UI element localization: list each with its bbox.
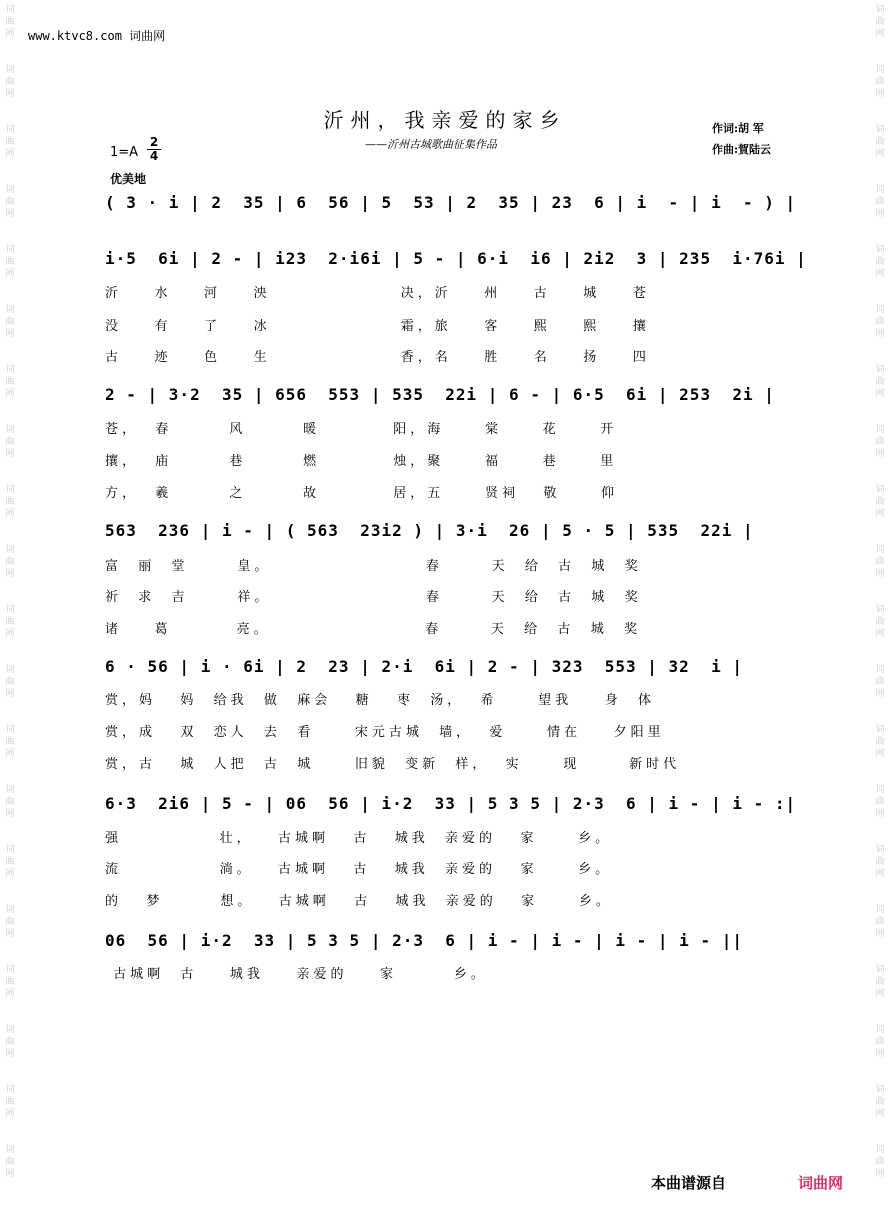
- watermark-text: 词 曲 网: [875, 605, 885, 639]
- lyric-line-5-verse-3: 赏，古 城 人把 古 城 旧貌 变新 样， 实 现 新时代: [105, 757, 681, 772]
- lyric-line-2-verse-3: 古 迹 色 生 香，名 胜 名 扬 四: [105, 350, 650, 365]
- watermark-text: 词 曲 网: [875, 125, 885, 159]
- watermark-text: 词 曲 网: [5, 305, 15, 339]
- lyric-line-3-verse-1: 苍， 春 风 暖 阳，海 棠 花 开: [105, 422, 618, 437]
- watermark-text: 词 曲 网: [875, 425, 885, 459]
- composer-credit: 作曲:賀陆云: [712, 143, 772, 156]
- watermark-text: 词 曲 网: [5, 485, 15, 519]
- lyric-line-4-verse-3: 诸 葛 亮。 春 天 给 古 城 奖: [105, 622, 641, 637]
- notation-line-3: 2 - | 3·2 35 | 656 553 | 535 22i | 6 - | 6·5 6i | 253 2i |: [105, 385, 775, 404]
- watermark-text: 词 曲 网: [5, 1145, 15, 1179]
- source-label: 本曲谱源自: [651, 1174, 727, 1192]
- watermark-text: 词 曲 网: [5, 545, 15, 579]
- key-signature: 1=A: [110, 145, 139, 160]
- watermark-text: 词 曲 网: [875, 905, 885, 939]
- lyric-line-4-verse-1: 富 丽 堂 皇。 春 天 给 古 城 奖: [105, 559, 642, 574]
- watermark-text: 词 曲 网: [875, 965, 885, 999]
- watermark-text: 词 曲 网: [5, 185, 15, 219]
- watermark-text: 词 曲 网: [5, 605, 15, 639]
- watermark-text: 词 曲 网: [5, 5, 15, 39]
- lyric-line-5-verse-1: 赏，妈 妈 给我 做 麻会 糖 枣 汤， 希 望我 身 体: [105, 693, 655, 708]
- time-signature: [147, 136, 161, 163]
- lyric-line-6-verse-2: 流 淌。 古城啊 古 城我 亲爱的 家 乡。: [105, 862, 613, 877]
- watermark-text: 词 曲 网: [5, 125, 15, 159]
- watermark-text: 词 曲 网: [5, 65, 15, 99]
- watermark-text: 词 曲 网: [5, 1085, 15, 1119]
- watermark-text: 词 曲 网: [875, 485, 885, 519]
- watermark-text: 词 曲 网: [5, 785, 15, 819]
- watermark-text: 词 曲 网: [875, 305, 885, 339]
- watermark-text: 词 曲 网: [875, 785, 885, 819]
- watermark-text: 词 曲 网: [875, 665, 885, 699]
- lyric-line-7: 古城啊 古 城我 亲爱的 家 乡。: [105, 967, 488, 982]
- tempo-marking: 优美地: [110, 172, 147, 186]
- song-title: 沂州，我亲爱的家乡: [323, 108, 567, 132]
- lyric-line-2-verse-2: 没 有 了 冰 霜，旅 客 熙 熙 攘: [105, 319, 650, 334]
- lyric-line-3-verse-2: 攘， 庙 巷 燃 烛，聚 福 巷 里: [105, 454, 618, 469]
- lyric-line-4-verse-2: 祈 求 吉 祥。 春 天 给 古 城 奖: [105, 590, 642, 605]
- lyric-line-6-verse-1: 强 壮， 古城啊 古 城我 亲爱的 家 乡。: [105, 831, 613, 846]
- right-watermark-strip: [870, 0, 890, 1218]
- watermark-text: 词 曲 网: [875, 1085, 885, 1119]
- notation-line-1: ( 3 · i | 2 35 | 6 56 | 5 53 | 2 35 | 23 6 | i - | i - ) |: [105, 193, 797, 212]
- watermark-text: 词 曲 网: [875, 65, 885, 99]
- watermark-text: 词 曲 网: [875, 245, 885, 279]
- lyric-line-2-verse-1: 沂 水 河 泱 决，沂 州 古 城 苍: [105, 286, 650, 301]
- watermark-text: 词 曲 网: [5, 965, 15, 999]
- time-signature-bottom: 4: [147, 149, 161, 163]
- watermark-text: 词 曲 网: [875, 1145, 885, 1179]
- watermark-text: 词 曲 网: [875, 725, 885, 759]
- notation-line-5: 6 · 56 | i · 6i | 2 23 | 2·i 6i | 2 - | 323 553 | 32 i |: [105, 657, 743, 676]
- watermark-text: 词 曲 网: [5, 245, 15, 279]
- time-signature-top: 2: [149, 135, 159, 149]
- notation-line-2: i·5 6i | 2 - | i23 2·i6i | 5 - | 6·i i6 | 2i2 3 | 235 i·76i |: [105, 249, 807, 268]
- watermark-text: 词 曲 网: [875, 5, 885, 39]
- watermark-text: 词 曲 网: [5, 365, 15, 399]
- watermark-text: 词 曲 网: [875, 545, 885, 579]
- left-watermark-strip: [0, 0, 20, 1218]
- watermark-text: 词 曲 网: [875, 845, 885, 879]
- watermark-text: 词 曲 网: [875, 1025, 885, 1059]
- watermark-text: 词 曲 网: [5, 845, 15, 879]
- watermark-text: 词 曲 网: [5, 905, 15, 939]
- watermark-text: 词 曲 网: [5, 1025, 15, 1059]
- site-url[interactable]: www.ktvc8.com 词曲网: [28, 29, 166, 43]
- notation-line-7: 06 56 | i·2 33 | 5 3 5 | 2·3 6 | i - | i - | i - | i - ||: [105, 931, 743, 950]
- lyric-line-5-verse-2: 赏，成 双 恋人 去 看 宋元古城 墙， 爱 情在 夕阳里: [105, 725, 665, 740]
- song-subtitle: ——沂州古城歌曲征集作品: [365, 138, 497, 151]
- watermark-text: 词 曲 网: [875, 365, 885, 399]
- watermark-text: 词 曲 网: [5, 425, 15, 459]
- source-site-link[interactable]: 词曲网: [798, 1174, 844, 1192]
- lyricist-credit: 作词:胡 军: [712, 122, 764, 135]
- watermark-text: 词 曲 网: [5, 665, 15, 699]
- notation-line-4: 563 236 | i - | ( 563 23i2 ) | 3·i 26 | 5 · 5 | 535 22i |: [105, 521, 754, 540]
- watermark-text: 词 曲 网: [5, 725, 15, 759]
- lyric-line-3-verse-3: 方， 羲 之 故 居，五 贤祠 敬 仰: [105, 486, 619, 501]
- notation-line-6: 6·3 2i6 | 5 - | 06 56 | i·2 33 | 5 3 5 | 2·3 6 | i - | i - :|: [105, 794, 797, 813]
- watermark-text: 词 曲 网: [875, 185, 885, 219]
- lyric-line-6-verse-3: 的 梦 想。 古城啊 古 城我 亲爱的 家 乡。: [105, 894, 613, 909]
